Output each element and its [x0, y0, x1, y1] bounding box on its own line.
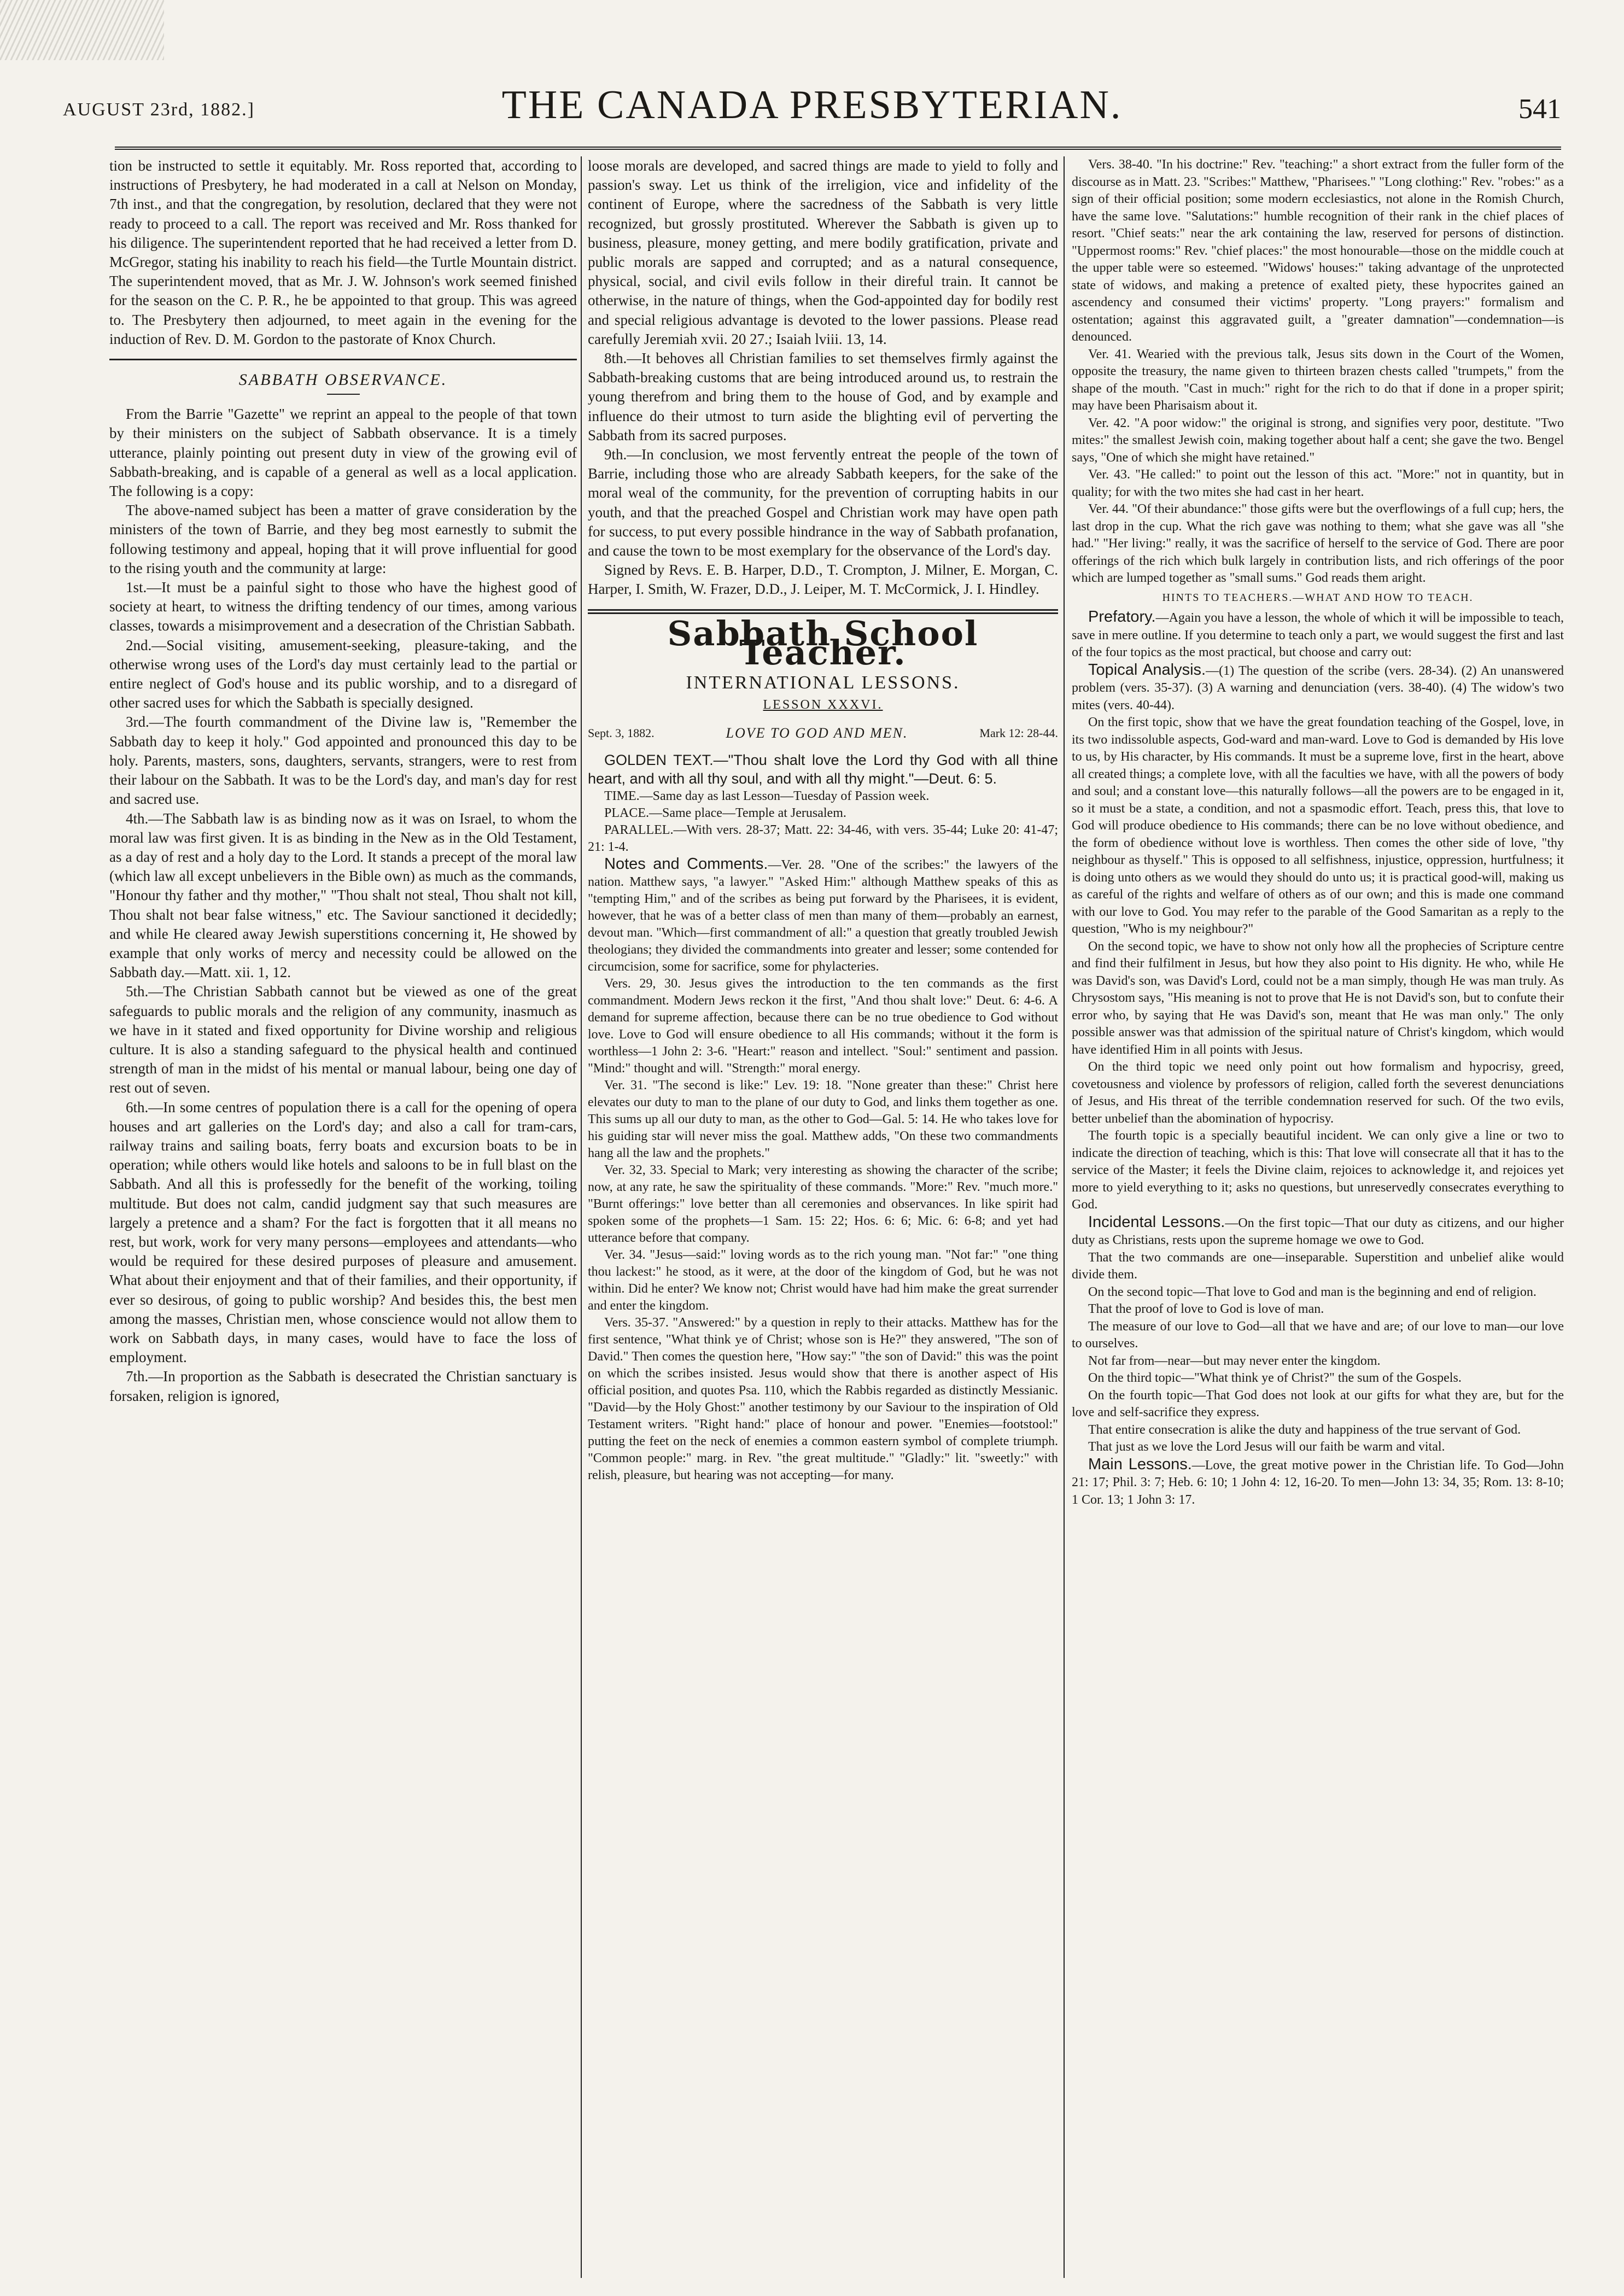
notes-paragraph: Vers. 35-37. "Answered:" by a question in reply to their attacks. Matthew has for the first sentence, "What think ye of Christ; whose son is He?" they answered, "The son of David." Then comes the question here, "How say:" "the son of David:" this was the point on which the scribes insisted. Jesus would show that there is another aspect of His official position, and quotes Psa. 110, which the Rabbis regarded as distinctly Messianic. "David—by the Holy Ghost:" another testimony by our Saviour to the inspiration of Old Testament writers. "Right hand:" place of honour and power. "Enemies—footstool:" putting the feet on the neck of enemies a common eastern symbol of complete triumph. "Common people:" marg. in Rev. "the great multitude." "Gladly:" lit. "sweetly:" with relish, pleasure, but hearing was not accepting—for many. — [588, 1315, 1058, 1482]
article-paragraph: The above-named subject has been a matter of grave consideration by the ministers of the town of Barrie, and they beg most earnestly to submit the following testimony and appeal, hoping that it will prove influential for good to the rising youth and the community at large: — [109, 502, 577, 576]
column-divider-1 — [581, 156, 582, 2278]
page-number: 541 — [1518, 94, 1561, 125]
teaching-paragraph: On the second topic, we have to show not only how all the prophecies of Scripture centre and find their fulfilment in Jesus, but how they also point to His dignity. He who, while He was David's son, was David's Lord, could not be a man simply, though He was man truly. As Chrysostom says, "His meaning is not to prove that He is not David's son, but to confute their error who, by saying that He was David's son, meant that He was man only." The only possible answer was that admission of the spiritual nature of Christ's kingdom, which would have identified Him in all points with Jesus. — [1072, 939, 1564, 1057]
lesson-parallel: PARALLEL.—With vers. 28-37; Matt. 22: 34-46, with vers. 35-44; Luke 20: 41-47; 21: 1-4. — [588, 822, 1058, 854]
incidental-label: Incidental Lessons. — [1088, 1213, 1225, 1231]
incidental-item: That just as we love the Lord Jesus will our faith be warm and vital. — [1088, 1440, 1445, 1454]
article-paragraph: 5th.—The Christian Sabbath cannot but be viewed as one of the great safeguards to public morals and the religion of any community, inasmuch as we have in it stated and fixed opportunity for Divine worship and religious culture. It is also a standing safeguard to the physical health and continued strength of man in the midst of his mental or manual labour, being one day of rest out of seven. — [109, 983, 577, 1096]
lesson-date: Sept. 3, 1882. — [588, 726, 655, 740]
article-paragraph: 9th.—In conclusion, we most fervently entreat the people of the town of Barrie, including those who are already Sabbath keepers, for the sake of the moral weal of the community, for the prevention of corrupting habits in our youth, and that the preached Gospel and Christian work may have open path for success, to put every possible hindrance in the way of Sabbath profanation, and cause the town to be most exemplary for the observance of the Lord's day. — [588, 446, 1058, 559]
prefatory-label: Prefatory. — [1088, 608, 1156, 626]
topical-text: —(1) The question of the scribe (vers. 28-34). (2) An unanswered problem (vers. 35-37). (3) A warning and denunciation (vers. 38-40). (4) The widow's two mites (vers. 40-44). — [1072, 663, 1564, 712]
notes-paragraph — [588, 856, 1058, 975]
incidental-item: On the fourth topic—That God does not look at our gifts for what they are, but for the love and self-sacrifice they express. — [1072, 1388, 1564, 1419]
notes-paragraph: Ver. 32, 33. Special to Mark; very interesting as showing the character of the scribe; now, at any rate, he saw the spirituality of these commands. "More:" Rev. "much more." "Burnt offerings:" love better than all ceremonies and observances. In like spirit had spoken some of the prophets—1 Sam. 15: 22; Hos. 6: 6; Mic. 6: 6-8; and yet had utterance before that company. — [588, 1162, 1058, 1245]
article-paragraph: loose morals are developed, and sacred things are made to yield to folly and passion's sway. Let us think of the irreligion, vice and infidelity of the continent of Europe, where the sacredness of the Sabbath is very little recognized, but grossly prostituted. Wherever the Sabbath is given up to business, pleasure, money getting, and mere bodily gratification, private and public morals are sapped and corrupted; and as a natural consequence, physical, social, and civil evils follow in their direful train. It cannot be otherwise, in the nature of things, when the God-appointed day for bodily rest and special religious advantage is devoted to the lower passions. Please read carefully Jeremiah xvii. 20 27.; Isaiah lviii. 13, 14. — [588, 157, 1058, 347]
masthead-title: THE CANADA PRESBYTERIAN. — [501, 83, 1123, 127]
incidental-item: That the proof of love to God is love of man. — [1088, 1302, 1324, 1316]
incidental-item: The measure of our love to God—all that we have and are; of our love to man—our love to ourselves. — [1072, 1319, 1564, 1351]
article-paragraph: 3rd.—The fourth commandment of the Divine law is, "Remember the Sabbath day to keep it holy." God appointed and pronounced this day to be holy. Parents, masters, sons, daughters, servants, strangers, were to rest from their labour on the Sabbath. It was to be the Lord's day, and man's day for rest and sacred use. — [109, 714, 577, 808]
teaching-paragraph: On the third topic we need only point out how formalism and hypocrisy, greed, covetousness and violence by professors of religion, called forth the severest denunciations of Jesus, and His threat of the terrible condemnation reserved for such. Of the two evils, better unbelief than the abomination of hypocrisy. — [1072, 1060, 1564, 1126]
title-dash — [327, 394, 360, 395]
column-2 — [588, 156, 1058, 2281]
notes-paragraph: Ver. 43. "He called:" to point out the lesson of this act. "More:" not in quantity, but in quality; for with the two mites she had cast in her heart. — [1072, 468, 1564, 499]
topical-label: Topical Analysis. — [1088, 661, 1206, 679]
lesson-title: LOVE TO GOD AND MEN. — [726, 725, 908, 741]
lesson-time: TIME.—Same day as last Lesson—Tuesday of Passion week. — [604, 788, 930, 803]
sabbath-school-teacher-banner: Sabbath School Teacher. — [667, 613, 979, 673]
column-1 — [109, 156, 577, 2281]
article-paragraph: 2nd.—Social visiting, amusement-seeking, pleasure-taking, and the otherwise wrong uses of the Lord's day must certainly lead to the partial or entire neglect of God's house and its public worship, and to a disregard of other sacred uses for which the Sabbath is specially designed. — [109, 636, 577, 711]
teaching-paragraph: The fourth topic is a specially beautiful incident. We can only give a line or two to indicate the direction of teaching, which is this: That love will consecrate all that it has to the service of the Master; it feels the Divine claim, rejoices to acknowledge it, and rejoices yet more to yield everything to it; asks no questions, but unreservedly consecrates everything to God. — [1072, 1129, 1564, 1212]
notes-paragraph: Vers. 38-40. "In his doctrine:" Rev. "teaching:" a short extract from the fuller form of the discourse as in Matt. 23. "Scribes:" Matthew, "Pharisees." "Long clothing:" Rev. "robes:" as a sign of their official position; some modern ecclesiastics, not alone in the Romish Church, have the same love. "Salutations:" humble recognition of their rank in the chief places of resort. "Chief seats:" near the ark containing the law, reserved for persons of distinction. "Uppermost rooms:" Rev. "chief places:" the most honourable—those on the middle couch at the upper table were so esteemed. "Widows' houses:" taking advantage of the unprotected state of widows, and making a pretence of exalted piety, these hypocrites gained an ascendency and consumed their victims' property. "Long prayers:" formalism and ostentation; against this aggravated guilt, a "greater damnation"—condemnation—is denounced. — [1072, 157, 1564, 344]
column-divider-2 — [1064, 156, 1065, 2278]
main-lessons-paragraph — [1072, 1456, 1564, 1509]
incidental-item: On the third topic—"What think ye of Christ?" the sum of the Gospels. — [1088, 1371, 1462, 1385]
main-lessons-label: Main Lessons. — [1088, 1455, 1192, 1473]
incidental-text: —On the first topic—That our duty as citizens, and our higher duty as Christians, rests upon the supreme homage we owe to God. — [1072, 1216, 1564, 1247]
section-title-sabbath-observance: SABBATH OBSERVANCE. — [238, 371, 448, 389]
incidental-paragraph — [1072, 1214, 1564, 1249]
notes-paragraph: Ver. 31. "The second is like:" Lev. 19: 18. "None greater than these:" Christ here elevates our duty to man to the plane of our duty to God, and links them together as one. This sums up all our duty to man, as the other to God—Gal. 5: 14. He who takes love for his guiding star will never miss the goal. Matthew adds, "On these two commandments hang all the law and the prophets." — [588, 1078, 1058, 1160]
page-header — [63, 82, 1561, 142]
prefatory-text: —Again you have a lesson, the whole of which it will be impossible to teach, save in mere outline. If you determine to teach only a part, we would suggest the first and last of the four topics as the most practical, but choose and carry out: — [1072, 611, 1564, 659]
notes-paragraph: Ver. 34. "Jesus—said:" loving words as to the rich young man. "Not far:" "one thing thou lackest:" he stood, as it were, at the door of the kingdom of God, but he was not within. Did he enter? We know not; Christ would have had him make the great surrender and enter the kingdom. — [588, 1247, 1058, 1313]
hints-heading: HINTS TO TEACHERS.—WHAT AND HOW TO TEACH. — [1162, 591, 1474, 604]
notes-text: —Ver. 28. "One of the scribes:" the lawyers of the nation. Matthew says, "a lawyer." "Asked Him:" although Matthew speaks of this as "tempting Him," and of the scribes as being put forward by the Pharisees, it is evident, however, that he was of a better class of men than many of them—probably an earnest, devout man. "Which—first commandment of all:" a question that greatly troubled Jewish theologians; they divided the commandments into greater and lesser; some contended for circumcision, some for sacrifice, some for phylacteries. — [588, 857, 1058, 974]
article-paragraph: 1st.—It must be a painful sight to those who have the highest good of society at heart, to witness the drifting tendency of our times, among various classes, towards a misimprovement and a desecration of the Christian Sabbath. — [109, 579, 577, 634]
lesson-heading-row — [588, 723, 1058, 743]
teaching-paragraph: On the first topic, show that we have the great foundation teaching of the Gospel, love, in its two indissoluble aspects, God-ward and man-ward. Love to God is demanded by His love to us, by His character, by His commands. It must be a supreme love, first in the heart, above all created things; a complete love, with all the faculties we have, with all the powers of body and soul; and a constant love—this naturally follows—all the powers are to be engaged in it, so it must be a state, a condition, and not a spasmodic effort. Teach, press this, that love to God will produce obedience to His commands; there can be no love without obedience, and the form of obedience without love is worthless. Then comes the other side of love, "thy neighbour as thyself." This is opposed to all selfishness, injustice, oppression, hurtfulness; it is doing unto others as we would they should do unto us; it is practical good-will, making us as careful of the rights and welfare of others as of our own; and this is made one command with our love to God. You may refer to the parable of the Good Samaritan as a reply to the question, "Who is my neighbour?" — [1072, 715, 1564, 936]
incidental-item: That the two commands are one—inseparable. Superstition and unbelief alike would divide them. — [1072, 1250, 1564, 1282]
header-rule — [115, 147, 1561, 150]
issue-date: AUGUST 23rd, 1882.] — [63, 100, 255, 120]
incidental-item: Not far from—near—but may never enter the kingdom. — [1088, 1353, 1381, 1368]
incidental-item: On the second topic—That love to God and man is the beginning and end of religion. — [1088, 1284, 1537, 1299]
lesson-reference: Mark 12: 28-44. — [979, 726, 1058, 740]
article-paragraph: 7th.—In proportion as the Sabbath is desecrated the Christian sanctuary is forsaken, religion is ignored, — [109, 1368, 577, 1404]
article-paragraph: 8th.—It behoves all Christian families to set themselves firmly against the Sabbath-breaking customs that are being introduced around us, to restrain the young therefrom and bring them to the house of God, and by example and influence do their utmost to turn aside the blighting evil of perverting the Sabbath from its sacred purposes. — [588, 350, 1058, 443]
article-paragraph: 4th.—The Sabbath law is as binding now as it was on Israel, to whom the moral law was first given. It is as binding in the New as in the Old Testament, as a day of rest and a holy day to the Lord. It stands a precept of the moral law (which law all except unbelievers in the Bible own) as much as the commands, "Honour thy father and thy mother," "Thou shalt not steal, Thou shalt not kill, Thou shalt not bear false witness," etc. The Saviour sanctioned it decidedly; and while He cleared away Jewish superstitions concerning it, He showed by example that only works of mercy and necessity could be allowed on the Sabbath day.—Matt. xii. 1, 12. — [109, 810, 577, 981]
notes-paragraph: Vers. 29, 30. Jesus gives the introduction to the ten commands as the first commandment. Modern Jews reckon it the first, "And thou shalt love:" Deut. 6: 4-6. A demand for supreme affection, because there can be no true obedience to God without love. Love to God will ensure obedience to all His commands; without it the form is worthless—1 John 2: 3-6. "Heart:" reason and intellect. "Soul:" sentiment and passion. "Mind:" thought and will. "Strength:" moral energy. — [588, 976, 1058, 1076]
notes-label: Notes and Comments. — [604, 855, 768, 873]
notes-paragraph: Ver. 42. "A poor widow:" the original is strong, and signifies very poor, destitute. "Two mites:" the smallest Jewish coin, making together about half a cent; she gave the two. Bengel says, "One of which she might have retained." — [1072, 416, 1564, 465]
topical-paragraph — [1072, 662, 1564, 715]
column-3 — [1072, 156, 1564, 2281]
article-intro: From the Barrie "Gazette" we reprint an appeal to the people of that town by their ministers on the subject of Sabbath observance. It is a timely utterance, plainly pointing out present duty in view of the growing evil of Sabbath-breaking, and is capable of a general as well as a local application. The following is a copy: — [109, 406, 577, 500]
incidental-item: That entire consecration is alike the duty and happiness of the true servant of God. — [1088, 1422, 1521, 1437]
notes-paragraph: Ver. 44. "Of their abundance:" those gifts were but the overflowings of a full cup; hers, the last drop in the cup. What the rich gave was nothing to them; what she gave was all "she had." "Her living:" really, it was the sacrifice of herself to the service of God. There are poor offerings of the rich which bulk largely in contribution lists, and rich offerings of the poor which are lumped together as "small sums." God reads them aright. — [1072, 502, 1564, 585]
golden-text: GOLDEN TEXT.—"Thou shalt love the Lord thy God with all thine heart, and with all thy soul, and with all thy might."—Deut. 6: 5. — [588, 751, 1058, 787]
notes-paragraph: Ver. 41. Wearied with the previous talk, Jesus sits down in the Court of the Women, opposite the treasury, the name given to thirteen brazen chests called "trumpets," from the shape of the mouth. "Cast in much:" right for the rich to do that if done in a proper spirit; may have been Pharisaism about it. — [1072, 347, 1564, 413]
page-scuff-mark — [0, 0, 164, 60]
section-rule — [109, 359, 577, 360]
presbytery-report-end: tion be instructed to settle it equitably. Mr. Ross reported that, according to instructions of Presbytery, he had moderated in a call at Nelson on Monday, 7th inst., and that the congregation, by resolution, declared that they were not ready to proceed to a call. The report was received and Mr. Ross thanked for his diligence. The superintendent reported that he had received a letter from D. McGregor, stating his inability to reach his field—the Turtle Mountain district. The superintendent moved, that as Mr. J. W. Johnson's work seemed finished for the season on the C. P. R., he be appointed to that group. This was agreed to. The Presbytery then adjourned, to meet again in the evening for the induction of Rev. D. M. Gordon to the pastorate of Knox Church. — [109, 157, 577, 347]
lesson-number: LESSON XXXVI. — [763, 698, 883, 712]
lesson-place: PLACE.—Same place—Temple at Jerusalem. — [604, 805, 846, 820]
article-paragraph: 6th.—In some centres of population there is a call for the opening of opera houses and art galleries on the Lord's day; and also a call for tram-cars, railway trains and sailing boats, ferry boats and excursion boats to be in operation; while others would like hotels and saloons to be in full blast on the Sabbath. And all this is professedly for the benefit of the working, toiling multitude. But does not calm, candid judgment say that such measures are largely a pretence and a sham? For the fact is forgotten that it all means no rest, but work, work for very many persons—employees and attendants—who would be required for these desired purposes of pleasure and amusement. What about their enjoyment and that of their families, and their opportunity, if ever so desirous, of going to public worship? And besides this, the best men among the masses, Christian men, whose conscience would not allow them to work on Sabbath days, in many cases, would have to face the loss of employment. — [109, 1099, 577, 1366]
prefatory-paragraph — [1072, 609, 1564, 662]
signatories: Signed by Revs. E. B. Harper, D.D., T. Crompton, J. Milner, E. Morgan, C. Harper, I. Smith, W. Frazer, D.D., J. Leiper, M. T. McCormick, J. I. Hindley. — [588, 562, 1058, 598]
main-lessons-text: —Love, the great motive power in the Christian life. To God—John 21: 17; Phil. 3: 7; Heb. 6: 10; 1 John 4: 12, 16-20. To men—John 13: 34, 35; Rom. 13: 8-10; 1 Cor. 13; 1 John 3: 17. — [1072, 1458, 1564, 1507]
international-lessons-heading: INTERNATIONAL LESSONS. — [686, 673, 960, 693]
